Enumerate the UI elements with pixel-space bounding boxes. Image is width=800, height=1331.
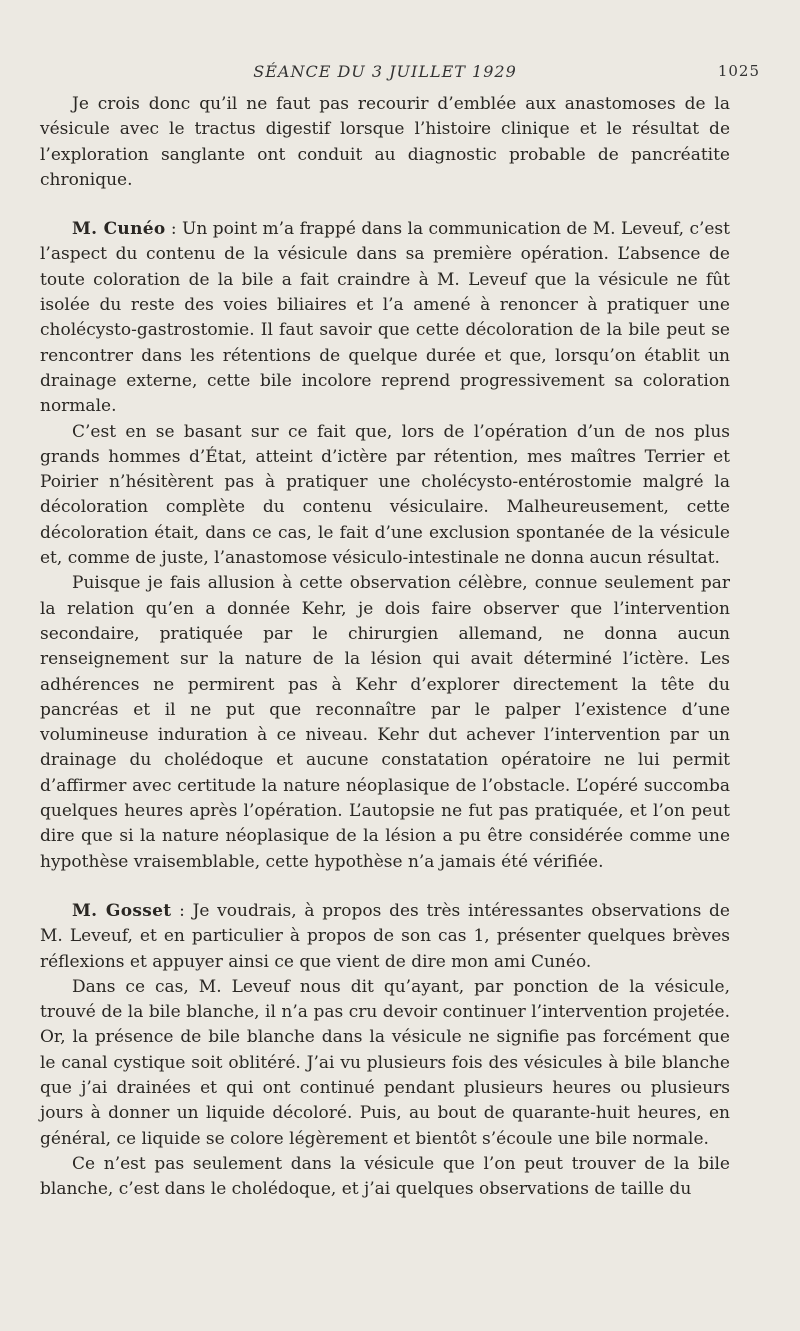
- paragraph-2: [40, 217, 730, 419]
- paragraph-5-text: : Je voudrais, à propos des très intéressantes observations de M. Leveuf, et en particulier à propos de son cas 1, présenter quelques brèves réflexions et appuyer ainsi ce que vient de dire mon ami Cunéo.: [40, 900, 730, 972]
- running-title: SÉANCE DU 3 JUILLET 1929: [253, 62, 517, 81]
- paragraph-2-text: : Un point m’a frappé dans la communication de M. Leveuf, c’est l’aspect du contenu de la vésicule dans sa première opération. L’absence de toute coloration de la bile a fait craindre à M. Leveuf que la vésicule ne fût isolée du reste des voies biliaires et l’a amené à renoncer à pratiquer une cholécysto-gastrostomie. Il faut savoir que cette décoloration de la bile peut se rencontrer dans les rétentions de quelque durée et que, lorsqu’on établit un drainage externe, cette bile incolore reprend progressivement sa coloration normale.: [40, 219, 730, 417]
- running-header: [40, 56, 760, 84]
- paragraph-7: [40, 1152, 730, 1203]
- paragraph-6: [40, 975, 730, 1152]
- body-text: [40, 92, 730, 1202]
- paragraph-7-text: Ce n’est pas seulement dans la vésicule que l’on peut trouver de la bile blanche, c’est dans le cholédoque, et j’ai quelques observations de taille du: [40, 1153, 730, 1200]
- paragraph-5: [40, 899, 730, 975]
- paragraph-4: [40, 571, 730, 875]
- paragraph-6-text: Dans ce cas, M. Leveuf nous dit qu’ayant, par ponction de la vésicule, trouvé de la bile blanche, il n’a pas cru devoir continuer l’intervention projetée. Or, la présence de bile blanche dans la vésicule ne signifie pas forcément que le canal cystique soit oblitéré. J’ai vu plusieurs fois des vésicules à bile blanche que j’ai drainées et qui ont continué pendant plusieurs heures ou plusieurs jours à donner un liquide décoloré. Puis, au bout de quarante-huit heures, en général, ce liquide se colore légèrement et bientôt s’écoule une bile normale.: [40, 976, 730, 1149]
- paragraph-1-text: Je crois donc qu’il ne faut pas recourir d’emblée aux anastomoses de la vésicule avec le tractus digestif lorsque l’histoire clinique et le résultat de l’exploration sanglante ont conduit au diagnostic probable de pancréatite chronique.: [40, 94, 730, 190]
- speaker-name: M. Gosset: [72, 900, 172, 921]
- paragraph-3-text: C’est en se basant sur ce fait que, lors de l’opération d’un de nos plus grands hommes d’État, atteint d’ictère par rétention, mes maîtres Terrier et Poirier n’hésitèrent pas à pratiquer une cholécysto-entérostomie malgré la décoloration complète du contenu vésiculaire. Malheureusement, cette décoloration était, dans ce cas, le fait d’une exclusion spontanée de la vésicule et, comme de juste, l’anastomose vésiculo-intestinale ne donna aucun résultat.: [40, 421, 730, 569]
- paragraph-3: [40, 420, 730, 572]
- page-number: 1025: [717, 62, 760, 80]
- paragraph-1: [40, 92, 730, 193]
- paragraph-4-text: Puisque je fais allusion à cette observation célèbre, connue seulement par la relation qu’en a donnée Kehr, je dois faire observer que l’intervention secondaire, pratiquée par le chirurgien allemand, ne donna aucun renseignement sur la nature de la lésion qui avait déterminé l’ictère. Les adhérences ne permirent pas à Kehr d’explorer directement la tête du pancréas et il ne put que reconnaître par le palper l’existence d’une volumineuse induration à ce niveau. Kehr dut achever l’intervention par un drainage du cholédoque et aucune constatation opératoire ne lui permit d’affirmer avec certitude la nature néoplasique de l’obstacle. L’opéré succomba quelques heures après l’opération. L’autopsie ne fut pas pratiquée, et l’on peut dire que si la nature néoplasique de la lésion a pu être considérée comme une hypothèse vraisemblable, cette hypothèse n’a jamais été vérifiée.: [40, 573, 730, 872]
- speaker-name: M. Cunéo: [72, 219, 166, 240]
